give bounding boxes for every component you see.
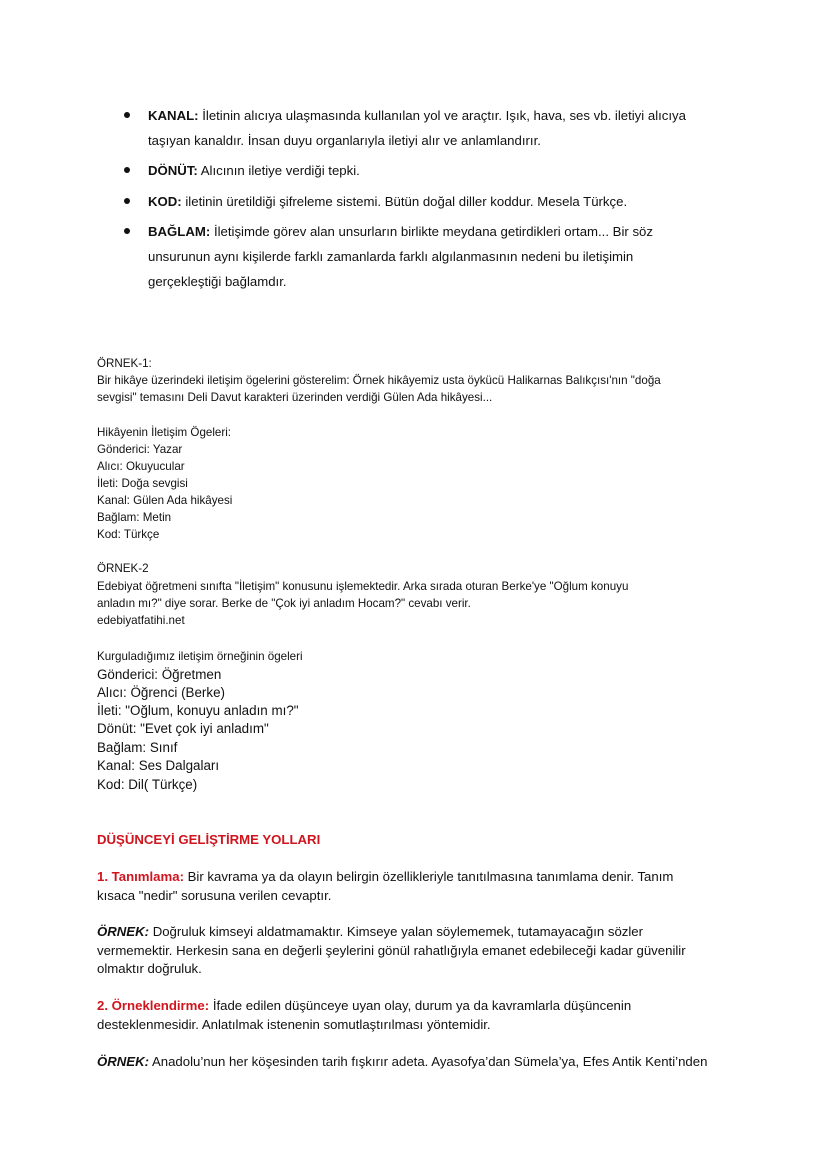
bullet-icon [124,112,130,118]
bullet-icon [124,198,130,204]
source-text: edebiyatfatihi.net [97,614,185,627]
term-label: KOD: [148,194,182,209]
element-item: Kanal: Gülen Ada hikâyesi [97,494,233,507]
example-label: ÖRNEK: [97,924,150,939]
example-text: vermemektir. Herkesin sana en değerli şeylerini gönül rahatlığıyla emanet edebileceği kadar güvenilir [97,943,686,958]
term-label: KANAL: [148,108,199,123]
definition-text: taşıyan kanaldır. İnsan duyu organlarıyla iletiyi alır ve anlamlandırır. [148,133,541,148]
definition-text: İletişimde görev alan unsurların birlikte meydana getirdikleri ortam... Bir söz [213,224,653,239]
method-text: Bir kavrama ya da olayın belirgin özellikleriyle tanıtılmasına tanımlama denir. Tanım [187,869,674,884]
bullet-donut [148,164,360,177]
method-exemplification [97,999,631,1012]
section-title: DÜŞÜNCEYİ GELİŞTİRME YOLLARI [97,832,321,847]
example-paragraph [97,925,643,938]
term-label: DÖNÜT: [148,163,198,178]
element-item: Bağlam: Metin [97,511,172,524]
method-text: kısaca "nedir" sorusuna verilen cevaptır. [97,888,332,903]
elements-title: Kurguladığımız iletişim örneğinin ögeleri [97,650,303,663]
definition-text: Alıcının iletiye verdiği tepki. [200,163,360,178]
method-text: İfade edilen düşünceye uyan olay, durum ya da kavramlarla düşüncenin [212,998,632,1013]
example-text: sevgisi" temasını Deli Davut karakteri üzerinden verdiği Gülen Ada hikâyesi... [97,391,493,404]
example-text: anladın mı?" diye sorar. Berke de "Çok iyi anladım Hocam?" cevabı verir. [97,597,471,610]
method-definition [97,870,673,883]
example-label: ÖRNEK: [97,1054,150,1069]
example-text: Doğruluk kimseyi aldatmamaktır. Kimseye yalan söylememek, tutamayacağın sözler [152,924,644,939]
element-item: Alıcı: Okuyucular [97,460,185,473]
example-paragraph [97,1055,707,1068]
definition-text: unsurunun aynı kişilerde farklı zamanlarda farklı algılanmasının nedeni bu iletişimin [148,249,634,264]
element-item: Gönderici: Öğretmen [97,667,222,682]
definition-text: iletinin üretildiği şifreleme sistemi. Bütün doğal diller koddur. Mesela Türkçe. [185,194,628,209]
element-item: Kod: Türkçe [97,528,160,541]
method-label: 1. Tanımlama: [97,869,184,884]
term-label: BAĞLAM: [148,224,211,239]
bullet-icon [124,228,130,234]
element-item: İleti: Doğa sevgisi [97,477,188,490]
method-text: desteklenmesidir. Anlatılmak istenenin somutlaştırılması yöntemidir. [97,1017,491,1032]
element-item: Dönüt: "Evet çok iyi anladım" [97,721,269,736]
bullet-kanal [148,109,686,122]
definition-text: gerçekleştiği bağlamdır. [148,274,287,289]
example-text: Edebiyat öğretmeni sınıfta "İletişim" konusunu işlemektedir. Arka sırada oturan Berke'ye "Oğlum konuyu [97,580,629,593]
example-text: Bir hikâye üzerindeki iletişim ögelerini gösterelim: Örnek hikâyemiz usta öykücü Halikarnas Balıkçısı'nın "doğa [97,374,661,387]
element-item: Bağlam: Sınıf [97,740,178,755]
example-text: Anadolu’nun her köşesinden tarih fışkırır adeta. Ayasofya’dan Sümela’ya, Efes Antik Kenti’nden [151,1054,708,1069]
bullet-kod [148,195,627,208]
bullet-icon [124,167,130,173]
bullet-baglam [148,225,653,238]
definition-text: İletinin alıcıya ulaşmasında kullanılan yol ve araçtır. Işık, hava, ses vb. iletiyi alıcıya [202,108,686,123]
example-title: ÖRNEK-2 [97,562,149,575]
element-item: Kanal: Ses Dalgaları [97,758,220,773]
method-label: 2. Örneklendirme: [97,998,210,1013]
element-item: İleti: "Oğlum, konuyu anladın mı?" [97,703,299,718]
element-item: Gönderici: Yazar [97,443,183,456]
example-text: olmaktır doğruluk. [97,961,202,976]
elements-title: Hikâyenin İletişim Ögeleri: [97,426,232,439]
example-title: ÖRNEK-1: [97,357,152,370]
element-item: Kod: Dil( Türkçe) [97,777,198,792]
element-item: Alıcı: Öğrenci (Berke) [97,685,225,700]
